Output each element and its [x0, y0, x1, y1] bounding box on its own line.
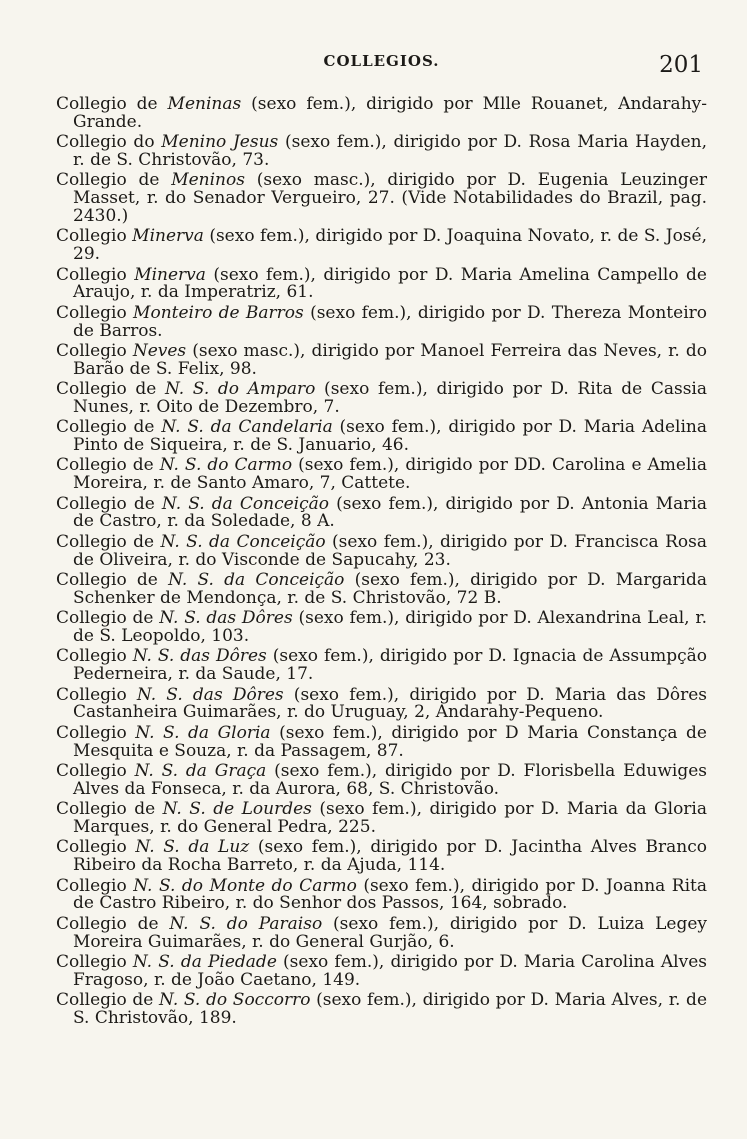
directory-entry [56, 531, 707, 570]
directory-entry [56, 648, 707, 684]
entry-prefix: Collegio [56, 951, 133, 972]
directory-entry [56, 264, 707, 303]
entry-list [56, 96, 707, 1028]
directory-entry [56, 913, 707, 952]
school-name: N. S. da Gloria [135, 722, 271, 743]
entry-prefix: Collegio [56, 264, 135, 285]
entry-prefix: Collegio de [56, 913, 170, 934]
school-name: N. S. do Monte do Carmo [133, 875, 357, 896]
page-title: COLLEGIOS. [323, 52, 440, 70]
entry-details: (sexo fem.), dirigido por D. Rosa Maria Hayden, r. de S. Christovão, 73. [73, 132, 707, 170]
entry-details: (sexo fem.), dirigido por D. Maria das Dôres Castanheira Guimarães, r. do Uruguay, 2, Andarahy-Pequeno. [73, 684, 707, 723]
entry-prefix: Collegio [56, 226, 133, 247]
entry-details: (sexo fem.), dirigido por D. Joaquina Novato, r. de S. José, 29. [73, 226, 707, 265]
entry-prefix: Collegio de [56, 570, 169, 591]
school-name: N. S. das Dôres [136, 684, 284, 705]
entry-details: (sexo fem.), dirigido por D. Margarida Schenker de Mendonça, r. de S. Christovão, 72 B. [73, 570, 708, 608]
entry-details: (sexo fem.), dirigido por D. Maria Alves, r. de S. Christovão, 189. [73, 990, 708, 1028]
school-name: N. S. da Conceição [160, 531, 326, 552]
school-name: N. S. da Conceição [168, 570, 345, 591]
directory-entry [56, 340, 707, 379]
school-name: N. S. do Soccorro [159, 990, 311, 1011]
entry-prefix: Collegio do [56, 132, 162, 153]
school-name: Minerva [134, 264, 206, 285]
directory-entry [56, 801, 707, 837]
entry-details: (sexo fem.), dirigido por D. Maria da Gloria Marques, r. do General Pedra, 225. [73, 799, 708, 837]
entry-prefix: Collegio de [56, 990, 160, 1011]
directory-entry [56, 96, 707, 132]
school-name: N. S. das Dôres [132, 646, 267, 667]
school-name: N. S. da Piedade [132, 951, 277, 972]
entry-prefix: Collegio [56, 760, 135, 781]
entry-prefix: Collegio [56, 646, 133, 667]
directory-entry [56, 992, 707, 1028]
school-name: Neves [132, 340, 187, 361]
entry-details: (sexo fem.), dirigido por DD. Carolina e Amelia Moreira, r. de Santo Amaro, 7, Cattete. [73, 455, 707, 494]
entry-details: (sexo fem.), dirigido por D. Florisbella Eduwiges Alves da Fonseca, r. da Aurora, 68, S. Christovão. [73, 760, 707, 799]
entry-prefix: Collegio de [56, 170, 172, 191]
entry-details: (sexo fem.), dirigido por D. Alexandrina Leal, r. de S. Leopoldo, 103. [73, 608, 708, 647]
entry-details: (sexo fem.), dirigido por D. Maria Amelina Campello de Araujo, r. da Imperatriz, 61. [73, 264, 707, 303]
entry-prefix: Collegio [56, 684, 137, 705]
directory-entry [56, 760, 707, 799]
entry-details: (sexo fem.), dirigido por D. Joanna Rita de Castro Ribeiro, r. do Senhor dos Passos, 164, sobrado. [73, 875, 707, 914]
directory-entry [56, 722, 707, 761]
directory-entry [56, 610, 707, 646]
entry-details: (sexo fem.), dirigido por D. Francisca Rosa de Oliveira, r. do Visconde de Sapucahy, 23. [73, 531, 707, 570]
school-name: N. S. da Graça [134, 760, 267, 781]
directory-entry [56, 951, 708, 990]
school-name: Minerva [132, 226, 204, 247]
school-name: N. S. da Luz [135, 837, 250, 858]
entry-details: (sexo fem.), dirigido por D. Jacintha Alves Branco Ribeiro da Rocha Barreto, r. da Ajuda, 114. [73, 837, 707, 876]
directory-entry [56, 172, 707, 225]
entry-details: (sexo fem.), dirigido por D. Rita de Cassia Nunes, r. Oito de Dezembro, 7. [73, 379, 707, 417]
entry-prefix: Collegio [56, 875, 134, 896]
entry-details: (sexo fem.), dirigido por D Maria Constança de Mesquita e Souza, r. da Passagem, 87. [73, 722, 707, 761]
entry-prefix: Collegio de [56, 493, 162, 514]
directory-entry [56, 457, 707, 493]
school-name: N. S. da Conceição [161, 493, 329, 514]
entry-details: (sexo fem.), dirigido por Mlle Rouanet, Andarahy-Grande. [73, 94, 707, 132]
page-number: 201 [659, 52, 703, 78]
school-name: Meninos [171, 170, 245, 191]
school-name: Meninas [167, 94, 242, 114]
school-name: N. S. do Paraiso [169, 913, 323, 934]
entry-details: (sexo fem.), dirigido por D. Luiza Legey Moreira Guimarães, r. do General Gurjão, 6. [73, 913, 707, 952]
school-name: Monteiro de Barros [133, 302, 304, 323]
page-header [56, 0, 707, 96]
entry-details: (sexo fem.), dirigido por D. Thereza Monteiro de Barros. [73, 302, 707, 341]
school-name: N. S. das Dôres [159, 608, 293, 629]
entry-details: (sexo masc.), dirigido por Manoel Ferreira das Neves, r. do Barão de S. Felix, 98. [73, 340, 707, 379]
directory-entry [56, 419, 707, 455]
school-name: N. S. da Candelaria [161, 417, 333, 438]
school-name: N. S. do Carmo [159, 455, 293, 476]
directory-entry [56, 381, 707, 417]
entry-prefix: Collegio [56, 340, 133, 361]
entry-prefix: Collegio de [56, 379, 165, 400]
directory-entry [56, 134, 707, 170]
entry-prefix: Collegio de [56, 608, 160, 629]
entry-prefix: Collegio [56, 837, 136, 858]
entry-details: (sexo fem.), dirigido por D. Antonia Maria de Castro, r. da Soledade, 8 A. [73, 493, 707, 532]
entry-prefix: Collegio de [56, 799, 163, 820]
directory-entry [56, 228, 707, 264]
entry-prefix: Collegio [56, 722, 136, 743]
directory-entry [56, 302, 707, 341]
entry-prefix: Collegio [56, 302, 134, 323]
entry-prefix: Collegio de [56, 531, 161, 552]
directory-entry [56, 572, 707, 608]
entry-details: (sexo fem.), dirigido por D. Ignacia de Assumpção Pederneira, r. da Saude, 17. [73, 646, 707, 685]
directory-entry [56, 493, 707, 532]
entry-prefix: Collegio de [56, 94, 168, 114]
directory-entry [56, 684, 707, 723]
entry-details: (sexo masc.), dirigido por D. Eugenia Leuzinger Masset, r. do Senador Vergueiro, 27. (Vide Notabilidades do Brazil, pag. 2430.) [73, 170, 708, 226]
directory-entry [56, 875, 707, 914]
school-name: Menino Jesus [161, 132, 279, 153]
entry-prefix: Collegio de [56, 417, 162, 438]
school-name: N. S. do Amparo [164, 379, 316, 400]
directory-entry [56, 839, 707, 875]
entry-details: (sexo fem.), dirigido por D. Maria Carolina Alves Fragoso, r. de João Caetano, 149. [73, 951, 708, 990]
school-name: N. S. de Lourdes [162, 799, 312, 820]
entry-prefix: Collegio de [56, 455, 160, 476]
entry-details: (sexo fem.), dirigido por D. Maria Adelina Pinto de Siqueira, r. de S. Januario, 46. [73, 417, 708, 456]
